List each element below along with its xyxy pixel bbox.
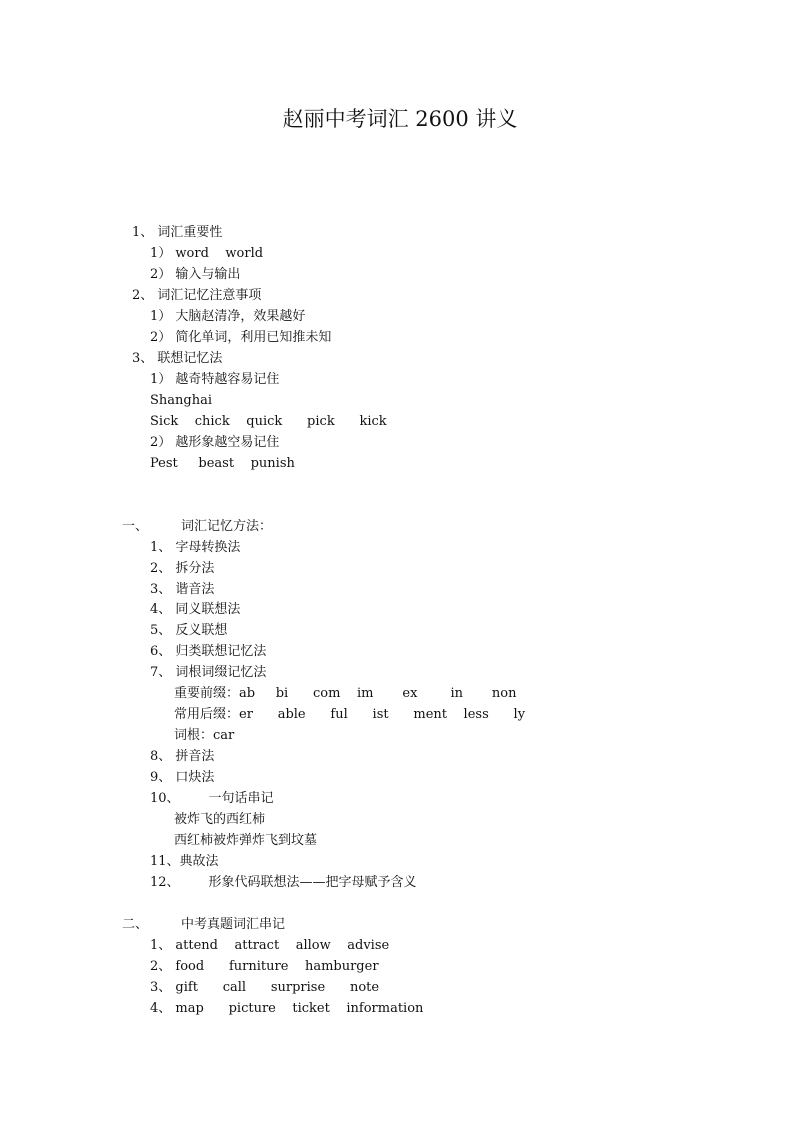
method-item: 7、 词根词缀记忆法 — [150, 665, 267, 680]
method-item: 1、 字母转换法 — [150, 540, 241, 555]
intro-subitem: 2） 输入与输出 — [150, 267, 241, 282]
section-two-heading: 二、 中考真题词汇串记 — [122, 917, 286, 932]
section-one-heading: 一、 词汇记忆方法： — [122, 519, 273, 534]
vocab-group: 3、 gift call surprise note — [150, 980, 380, 995]
method-item: 2、 拆分法 — [150, 561, 215, 576]
intro-heading-2: 2、 词汇记忆注意事项 — [132, 288, 262, 303]
suffix-list: 常用后缀：er able ful ist ment less ly — [174, 707, 526, 722]
example-words: Pest beast punish — [150, 456, 295, 471]
intro-subitem: 1） word world — [150, 246, 264, 261]
root-example: 词根：car — [174, 728, 235, 743]
method-item: 6、 归类联想记忆法 — [150, 644, 267, 659]
vocab-group: 1、 attend attract allow advise — [150, 938, 390, 953]
document-title: 赵丽中考词汇 2600 讲义 — [282, 107, 518, 131]
intro-subitem: 1） 越奇特越容易记住 — [150, 372, 280, 387]
vocab-group: 2、 food furniture hamburger — [150, 959, 379, 974]
method-item: 12、 形象代码联想法——把字母赋予含义 — [150, 875, 417, 890]
vocab-group: 4、 map picture ticket information — [150, 1001, 424, 1016]
sentence-example: 被炸飞的西红柿 — [174, 812, 266, 827]
example-words: Shanghai — [150, 393, 213, 408]
sentence-example: 西红柿被炸弹炸飞到坟墓 — [174, 833, 318, 848]
intro-subitem: 2） 简化单词，利用已知推未知 — [150, 330, 332, 345]
method-item: 8、 拼音法 — [150, 749, 215, 764]
method-item: 9、 口炔法 — [150, 770, 215, 785]
intro-heading-1: 1、 词汇重要性 — [132, 225, 223, 240]
intro-subitem: 1） 大脑赵清净，效果越好 — [150, 309, 306, 324]
method-item: 4、 同义联想法 — [150, 602, 241, 617]
method-item: 10、 一句话串记 — [150, 791, 274, 806]
prefix-list: 重要前缀：ab bi com im ex in non — [174, 686, 517, 701]
method-item: 5、 反义联想 — [150, 623, 228, 638]
intro-subitem: 2） 越形象越空易记住 — [150, 435, 280, 450]
method-item: 11、典故法 — [150, 854, 219, 869]
method-item: 3、 谐音法 — [150, 582, 215, 597]
example-words: Sick chick quick pick kick — [150, 414, 387, 429]
intro-heading-3: 3、 联想记忆法 — [132, 351, 223, 366]
